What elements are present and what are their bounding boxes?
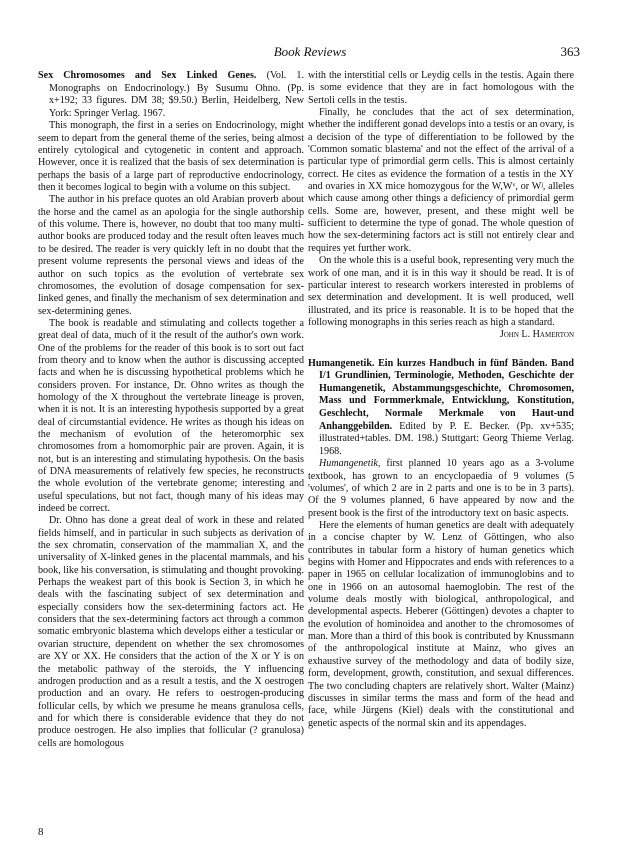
reviewer-name: John L. Hamerton xyxy=(499,329,574,341)
review-1-paragraph: Dr. Ohno has done a great deal of work in these and related fields himself, and in particular in such subjects as derivation of the sex chromatin, conservation of the mammalian X, and the universality of X-linked genes in the placental mammals, and his book, like his conversation, is stimulating and thought provoking. Perhaps the weakest part of this book is Section 3, in which he deals with the fascinating subject of sex determination and especially considers how the sex-determining factors act. He considers that the sex-determining factors act through a common somatic embryonic blastema which develops either a testicular or ovarian structure, dependent on whether the sex chromosomes are XY or XX. He considers that the action of the X or Y is on the metabolic pathway of the steroids, the Y influencing androgen production and as a result a testis, and the X oestrogen production and an ovary. He refers to oestrogen-producing follicular cells, by which we presume he means granulosa cells, and for which there is considerable evidence that they do not produce oestrogen. He also implies that follicular (? granulosa) cells are homologous xyxy=(38,515,304,749)
review-2-title: Humangenetik. Ein kurzes Handbuch in fünf Bänden. Band I/1 Grundlinien, Terminologie, Methoden, Geschichte der Humangenetik, Abstammungsgeschichte, Chromosomen, Mass und Formmerkmale, Entwicklung, Konstitution, Geschlecht, Normale Merkmale von Haut-und Anhanggebilden. xyxy=(308,357,574,432)
signature-mark: 8 xyxy=(38,826,44,838)
review-2-paragraph: Here the elements of human genetics are dealt with adequately in a concise chapter by W. Lenz of Göttingen, who also contributes in tabular form a history of human genetics which begins with Homer and Hippocrates and ends with references to a paper in 1965 on cellular localization of immunoglobins and to one in 1966 on an autosomal haemoglobin. The rest of the volume deals mostly with biological, anthropological, and developmental aspects. Heberer (Göttingen) devotes a chapter to the evolution of hominoidea and another to the chromosomes of man. More than a third of this book is contributed by Knussmann of the anthropological institute at Mainz, who gives an exhaustive survey of the methodology and data of bodily size, form, development, growth, constitution, and sexual differences. The two concluding chapters are relatively short. Walter (Mainz) discusses in similar terms the mass and form of the head and face, while Jürgens (Kiel) deals with the constitutional and genetic aspects of the normal skin and its appendages. xyxy=(308,520,574,729)
right-column xyxy=(308,70,574,730)
review-1-paragraph: This monograph, the first in a series on Endocrinology, might seem to depart from the general theme of the series, being almost entirely cytological and cytogenetic in content and approach. However, once it is realized that the basis of sex determination is perhaps the basis of a large part of reproductive endocrinology, then it becomes logical to begin with a volume on this subject. xyxy=(38,120,304,194)
running-header: Book Reviews xyxy=(273,44,347,59)
review-2-paragraph-text: first planned 10 years ago as a 3-volume textbook, has grown to an encyclopaedia of 9 volumes (5 'volumes', of which 2 are in 2 parts and one is to be in 3 parts). Of the 9 volumes planned, 6 have appeared by now and the present book is the first of the introductory text on basic aspects. xyxy=(308,458,574,519)
review-1-paragraph: The book is readable and stimulating and collects together a great deal of data, much of it the result of the author's own work. One of the problems for the reader of this book is to sort out fact from theory and to know when the author is discussing accepted facts and when he is discussing hypothetical problems which he considers proven. For instance, Dr. Ohno writes as though the homology of the X throughout the vertebrate lineage is proven, when it is not. It is an interesting hypothesis supported by a great deal of circumstantial evidence. He writes as though his ideas on the mechanism of evolution of the heteromorphic sex chromosomes from a homomorphic pair are proven. Again, it is not, but is an interesting and stimulating hypothesis. On the basis of DNA measurements of relatively few species, he reconstructs the whole evolution of the vertebrate genome; interesting and useful speculations, but not fact, though many of his ideas may indeed be correct. xyxy=(38,317,304,515)
review-1-title: Sex Chromosomes and Sex Linked Genes. xyxy=(38,70,257,81)
review-1-citation: (Vol. 1. Monographs on Endocrinology.) By Susumu Ohno. (Pp. x+192; 33 figures. DM 38; $9.50.) Berlin, Heidelberg, New York: Springer Verlag. 1967. xyxy=(49,70,305,119)
page-number: 363 xyxy=(560,44,580,59)
review-2 xyxy=(308,358,574,730)
left-column xyxy=(38,70,304,750)
review-1-paragraph: Finally, he concludes that the act of sex determination, whether the indifferent gonad develops into a testis or an ovary, is a decision of the type of differentiation to be followed by the 'Common somatic blastema' and not the effect of the arrival of a particular type of primordial germ cells. This is almost certainly correct. He cites as evidence the formation of a testis in the XY and ovaries in XX mice homozygous for the W,Wᵛ, or Wʲ, alleles which cause among other things a deficiency of primordial germ cells. Some are, however, present, and these might well be sufficient to determine the type of gonad. The whole question of how the sex-determining factors act is still not entirely clear and requires yet further work. xyxy=(308,107,575,254)
review-1-paragraph: The author in his preface quotes an old Arabian proverb about the horse and the camel as an apologia for the single authorship of this volume. There is, however, no doubt that too many multi-author books are produced today and the result often leaves much to be desired. The reader is very quickly left in no doubt that the present volume represents the personal views and ideas of the author on such topics as the evolution of vertebrate sex chromosomes, the evolution of dosage compensation for sex-linked genes, and finally the mechanism of sex determination and sex-determining genes. xyxy=(38,194,304,317)
review-2-heading xyxy=(308,358,574,459)
review-1-heading xyxy=(38,70,304,120)
review-1-paragraph: with the interstitial cells or Leydig cells in the testis. Again there is some evidence that they are in fact homologous with the Sertoli cells in the testis. xyxy=(308,70,574,106)
review-2-citation: Edited by P. E. Becker. (Pp. xv+535; illustrated+tables. DM. 198.) Stuttgart: Georg Thieme Verlag. 1968. xyxy=(319,420,574,457)
review-1-paragraph: On the whole this is a useful book, representing very much the work of one man, and it is in this way it should be read. It is of particular interest to research workers interested in problems of sex determination and development. It is well produced, well illustrated, and its price is reasonable. It is to be hoped that the following monographs in this series reach as high a standard. xyxy=(308,255,574,328)
review-2-book-name: Humangenetik, xyxy=(319,458,381,470)
review-2-paragraph xyxy=(308,458,574,520)
